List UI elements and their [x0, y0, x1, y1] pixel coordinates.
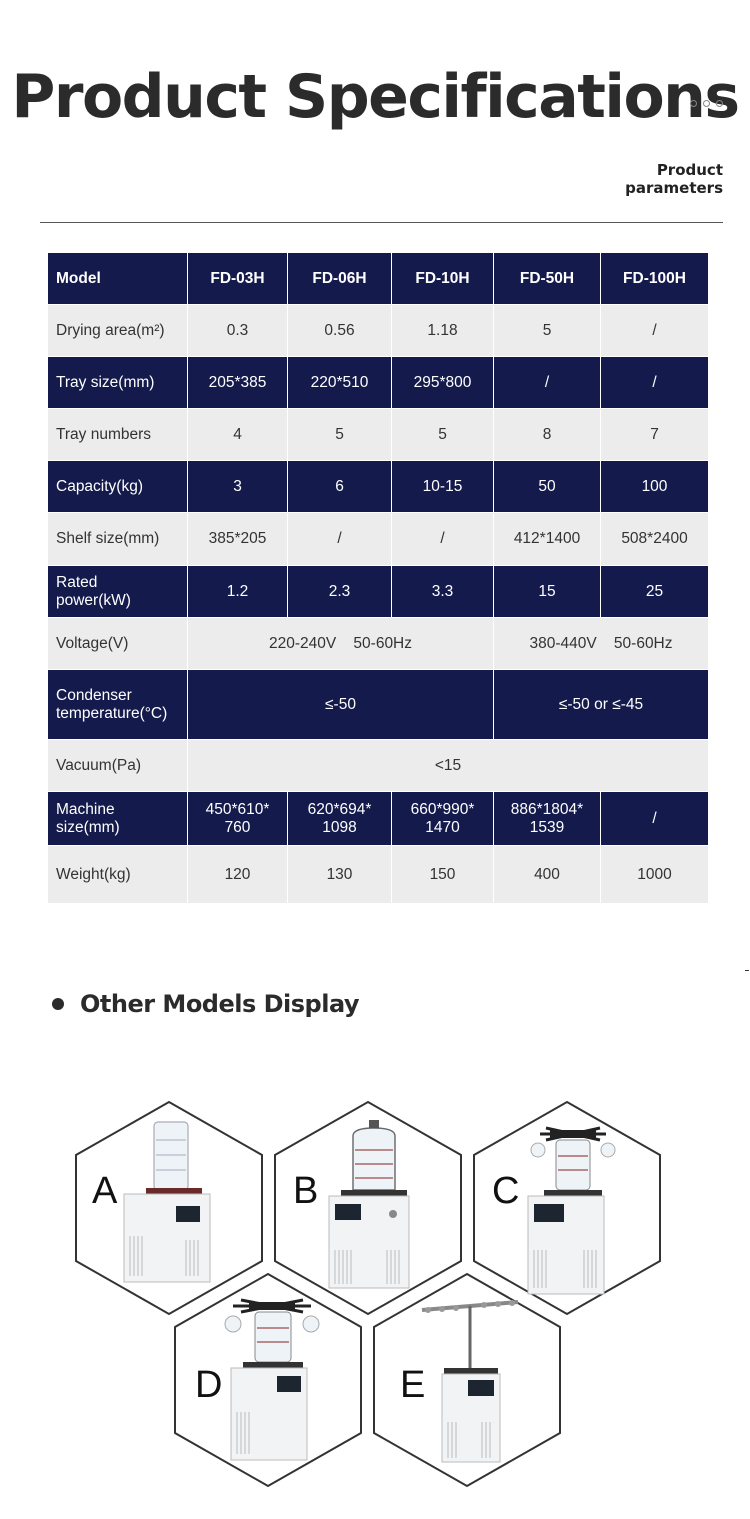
table-cell: 385*205 — [188, 513, 288, 566]
table-row-rated-power — [48, 566, 709, 618]
table-cell: 1.18 — [392, 305, 494, 357]
table-cell: / — [494, 357, 601, 409]
cell-line2: 1470 — [425, 818, 460, 836]
row-label-line1: Condenser — [56, 686, 132, 704]
table-cell — [392, 792, 494, 846]
bullet-icon — [52, 998, 64, 1010]
table-row-drying-area — [48, 305, 709, 357]
subtitle-line2: parameters — [625, 179, 723, 197]
page-title: Product Specifications — [11, 62, 739, 132]
row-label: Weight(kg) — [48, 846, 188, 904]
table-cell: 412*1400 — [494, 513, 601, 566]
table-cell: 5 — [288, 409, 392, 461]
table-cell: 0.3 — [188, 305, 288, 357]
table-cell: 508*2400 — [601, 513, 709, 566]
table-cell: 130 — [288, 846, 392, 904]
decorative-dots — [690, 100, 723, 107]
table-row-tray-size — [48, 357, 709, 409]
cell-line1: 886*1804* — [510, 800, 584, 818]
table-cell — [288, 792, 392, 846]
table-cell: 4 — [188, 409, 288, 461]
header-cell: FD-50H — [494, 253, 601, 305]
model-card-d — [173, 1272, 363, 1488]
cell-line2: 1098 — [322, 818, 357, 836]
table-cell: 15 — [494, 566, 601, 618]
table-row-voltage — [48, 618, 709, 670]
row-label — [48, 670, 188, 740]
table-cell: ≤-50 — [188, 670, 494, 740]
row-label-line2: size(mm) — [56, 818, 120, 836]
table-cell: <15 — [188, 740, 709, 792]
table-cell: 5 — [494, 305, 601, 357]
table-cell: 380-440V 50-60Hz — [494, 618, 709, 670]
section-title: Other Models Display — [80, 990, 360, 1018]
table-cell: 205*385 — [188, 357, 288, 409]
row-label-line1: Rated — [56, 573, 98, 591]
row-label: Vacuum(Pa) — [48, 740, 188, 792]
table-cell: / — [601, 357, 709, 409]
dot-icon — [690, 100, 697, 107]
model-letter: C — [492, 1170, 520, 1212]
row-label — [48, 792, 188, 846]
table-cell: 6 — [288, 461, 392, 513]
table-cell: ≤-50 or ≤-45 — [494, 670, 709, 740]
table-row-tray-numbers — [48, 409, 709, 461]
cell-line2: 1539 — [529, 818, 565, 836]
row-label: Drying area(m²) — [48, 305, 188, 357]
table-cell: 10-15 — [392, 461, 494, 513]
table-row-capacity — [48, 461, 709, 513]
cell-line1: 620*694* — [307, 800, 372, 818]
row-label-line1: Machine — [56, 800, 115, 818]
table-cell: 0.56 — [288, 305, 392, 357]
table-cell: 1000 — [601, 846, 709, 904]
table-row-weight — [48, 846, 709, 904]
model-card-e — [372, 1272, 562, 1488]
table-cell — [188, 792, 288, 846]
dot-icon — [703, 100, 710, 107]
table-cell: 400 — [494, 846, 601, 904]
row-label — [48, 566, 188, 618]
table-cell: 25 — [601, 566, 709, 618]
header-cell: FD-10H — [392, 253, 494, 305]
table-cell: 5 — [392, 409, 494, 461]
models-section-heading — [52, 990, 359, 1018]
table-row-shelf-size — [48, 513, 709, 566]
table-cell: 2.3 — [288, 566, 392, 618]
decorative-tick — [745, 970, 749, 971]
model-letter: A — [92, 1170, 118, 1212]
row-label: Capacity(kg) — [48, 461, 188, 513]
table-cell: 220-240V 50-60Hz — [188, 618, 494, 670]
header-cell: FD-03H — [188, 253, 288, 305]
row-label-line2: temperature(°C) — [56, 704, 168, 722]
cell-line1: 450*610* — [205, 800, 270, 818]
table-cell: 3 — [188, 461, 288, 513]
table-cell: 3.3 — [392, 566, 494, 618]
header-cell: Model — [48, 253, 188, 305]
table-cell — [494, 792, 601, 846]
table-row-machine-size — [48, 792, 709, 846]
dot-icon — [716, 100, 723, 107]
row-label: Shelf size(mm) — [48, 513, 188, 566]
model-letter: E — [400, 1364, 426, 1406]
header-divider — [40, 222, 723, 223]
row-label: Voltage(V) — [48, 618, 188, 670]
table-cell: 50 — [494, 461, 601, 513]
table-cell: 295*800 — [392, 357, 494, 409]
table-cell: 120 — [188, 846, 288, 904]
model-letter: D — [195, 1364, 223, 1406]
header-cell: FD-100H — [601, 253, 709, 305]
header-cell: FD-06H — [288, 253, 392, 305]
model-letter: B — [293, 1170, 319, 1212]
spec-table — [47, 252, 709, 904]
row-label: Tray size(mm) — [48, 357, 188, 409]
row-label: Tray numbers — [48, 409, 188, 461]
table-cell: 220*510 — [288, 357, 392, 409]
table-header-row — [48, 253, 709, 305]
table-row-vacuum — [48, 740, 709, 792]
table-cell: 150 — [392, 846, 494, 904]
table-cell: / — [601, 305, 709, 357]
cell-line2: 760 — [224, 818, 251, 836]
row-label-line2: power(kW) — [56, 591, 131, 609]
subtitle-line1: Product — [656, 161, 723, 179]
table-cell: / — [601, 792, 709, 846]
table-cell: 1.2 — [188, 566, 288, 618]
table-cell: 7 — [601, 409, 709, 461]
table-cell: 8 — [494, 409, 601, 461]
table-cell: 100 — [601, 461, 709, 513]
page-subtitle — [625, 161, 723, 197]
table-cell: / — [392, 513, 494, 566]
table-row-condenser — [48, 670, 709, 740]
table-cell: / — [288, 513, 392, 566]
cell-line1: 660*990* — [410, 800, 475, 818]
